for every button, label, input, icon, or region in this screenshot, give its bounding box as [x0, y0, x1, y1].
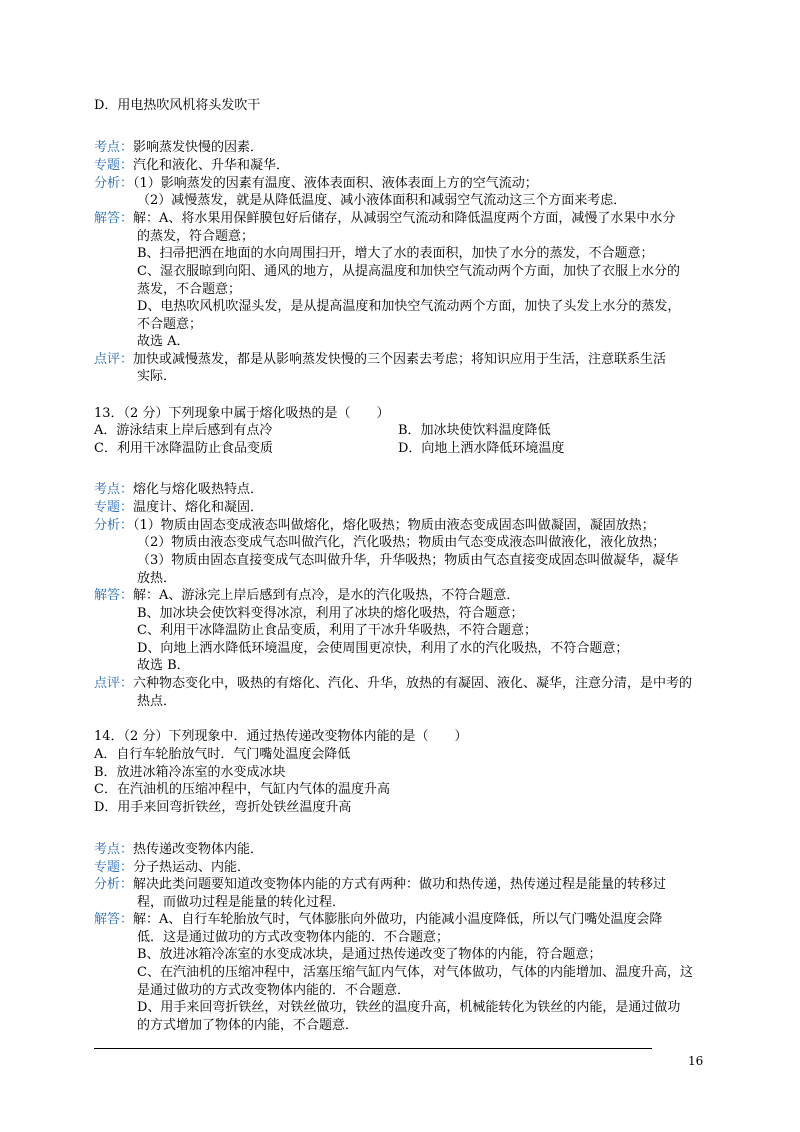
- q13-option-a: A．游泳结束上岸后感到有点冷: [94, 423, 273, 438]
- q14-option-a: A．自行车轮胎放气时．气门嘴处温度会降低: [94, 747, 351, 762]
- q13-fenxi-line: （2）物质由液态变成气态叫做汽化，汽化吸热；物质由气态变成液态叫做液化，液化放热；: [137, 535, 666, 550]
- q13-kaodian: 考点：熔化与熔化吸热特点．: [94, 482, 264, 497]
- q13-jieda-line: 故选 B．: [137, 658, 190, 673]
- q12-jieda-line: 不合题意；: [137, 317, 203, 332]
- q13-jieda-line: D、向地上洒水降低环境温度，会使周围更凉快，利用了水的汽化吸热，不符合题意；: [137, 641, 629, 656]
- q14-zhuanti: 专题：分子热运动、内能．: [94, 860, 251, 875]
- q12-jieda-line: 蒸发，不合题意；: [137, 282, 242, 297]
- q12-jieda-line: B、扫帚把洒在地面的水向周围扫开，增大了水的表面积，加快了水分的蒸发，不合题意；: [137, 246, 654, 261]
- q12-jieda-line: 的蒸发，符合题意；: [137, 229, 255, 244]
- q13-option-b: B．加冰块使饮料温度降低: [398, 423, 551, 438]
- q13-fenxi-line: （3）物质由固态直接变成气态叫做升华，升华吸热；物质由气态直接变成固态叫做凝华，凝华: [137, 553, 679, 568]
- q14-jieda-line: 低．这是通过做功的方式改变物体内能的．不合题意；: [137, 930, 450, 945]
- q12-fenxi: 分析：（1）影响蒸发的因素有温度、液体表面积、液体表面上方的空气流动；: [94, 176, 538, 191]
- q13-stem: 13．（2 分）下列现象中属于熔化吸热的是（ ）: [94, 406, 390, 421]
- q13-zhuanti: 专题：温度计、熔化和凝固．: [94, 500, 264, 515]
- q12-jieda-line: C、湿衣服晾到向阳、通风的地方，从提高温度和加快空气流动两个方面，加快了衣服上水分的: [137, 264, 680, 279]
- page-number: 16: [688, 1054, 704, 1068]
- q14-stem: 14．（2 分）下列现象中．通过热传递改变物体内能的是（ ）: [94, 729, 468, 744]
- q13-dianping-line: 热点．: [137, 694, 177, 709]
- q14-jieda-line: B、放进冰箱冷冻室的水变成冰块，是通过热传递改变了物体的内能，符合题意；: [137, 947, 602, 962]
- q14-jieda-line: 是通过做功的方式改变物体内能的．不合题意．: [137, 983, 411, 998]
- q13-dianping: 点评：六种物态变化中，吸热的有熔化、汽化、升华，放热的有凝固、液化、凝华，注意分清，是中考的: [94, 676, 693, 691]
- q13-fenxi: 分析：（1）物质由固态变成液态叫做熔化，熔化吸热；物质由液态变成固态叫做凝固，凝固放热；: [94, 518, 655, 533]
- q13-fenxi-line: 放热．: [137, 571, 177, 586]
- q13-jieda-line: C、利用干冰降温防止食品变质，利用了干冰升华吸热，不符合题意；: [137, 623, 537, 638]
- q13-jieda: 解答：解：A、游泳完上岸后感到有点冷，是水的汽化吸热，不符合题意．: [94, 588, 520, 603]
- q13-option-c: C．利用干冰降温防止食品变质: [94, 441, 273, 456]
- q12-option-d: D．用电热吹风机将头发吹干: [94, 98, 261, 113]
- q12-fenxi-line: （2）减慢蒸发，就是从降低温度、减小液体面积和减弱空气流动这三个方面来考虑．: [137, 193, 627, 208]
- q14-kaodian: 考点：热传递改变物体内能．: [94, 842, 264, 857]
- q12-dianping: 点评：加快或减慢蒸发，都是从影响蒸发快慢的三个因素去考虑；将知识应用于生活，注意联系生活: [94, 352, 667, 367]
- footer-rule: [94, 1048, 652, 1049]
- q12-kaodian: 考点：影响蒸发快慢的因素．: [94, 140, 264, 155]
- q14-option-d: D．用手来回弯折铁丝，弯折处铁丝温度升高: [94, 800, 352, 815]
- q14-fenxi-line: 程，而做功过程是能量的转化过程．: [137, 895, 346, 910]
- q12-dianping-line: 实际．: [137, 369, 177, 384]
- q14-jieda: 解答：解：A、自行车轮胎放气时，气体膨胀向外做功，内能减小温度降低，所以气门嘴处温度会降: [94, 912, 663, 927]
- q12-jieda-line: D、电热吹风机吹湿头发，是从提高温度和加快空气流动两个方面，加快了头发上水分的蒸发，: [137, 299, 681, 314]
- q14-fenxi: 分析：解决此类问题要知道改变物体内能的方式有两种：做功和热传递，热传递过程是能量的转移过: [94, 877, 667, 892]
- q13-option-d: D．向地上洒水降低环境温度: [398, 441, 565, 456]
- q12-jieda: 解答：解：A、将水果用保鲜膜包好后储存，从减弱空气流动和降低温度两个方面，减慢了水果中水分: [94, 211, 676, 226]
- q13-jieda-line: B、加冰块会使饮料变得冰凉，利用了冰块的熔化吸热，符合题意；: [137, 606, 524, 621]
- q14-jieda-line: 的方式增加了物体的内能，不合题意．: [137, 1018, 359, 1033]
- q12-zhuanti: 专题：汽化和液化、升华和凝华．: [94, 158, 290, 173]
- q14-jieda-line: C、在汽油机的压缩冲程中，活塞压缩气缸内气体，对气体做功，气体的内能增加、温度升高，这: [137, 965, 693, 980]
- q14-option-c: C．在汽油机的压缩冲程中，气缸内气体的温度升高: [94, 782, 390, 797]
- q14-option-b: B．放进冰箱冷冻室的水变成冰块: [94, 765, 286, 780]
- q14-jieda-line: D、用手来回弯折铁丝，对铁丝做功，铁丝的温度升高，机械能转化为铁丝的内能，是通过做功: [137, 1000, 681, 1015]
- q12-jieda-line: 故选 A．: [137, 334, 190, 349]
